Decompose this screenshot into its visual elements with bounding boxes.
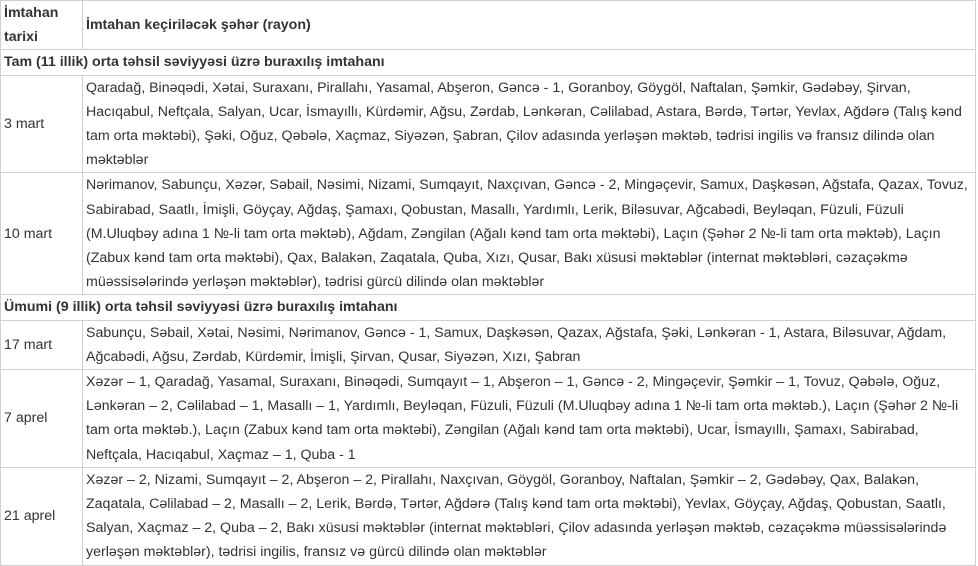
exam-date: 21 aprel <box>1 467 83 565</box>
section-row-general-secondary <box>1 295 976 320</box>
header-date: İmtahan tarixi <box>1 1 83 50</box>
header-city: İmtahan keçiriləcək şəhər (rayon) <box>83 1 976 50</box>
exam-cities: Nərimanov, Sabunçu, Xəzər, Səbail, Nəsimi, Nizami, Sumqayıt, Naxçıvan, Gəncə - 2, Mingəçevir, Samux, Daşkəsən, Ağstafa, Qazax, Tovuz, Sabirabad, Saatlı, İmişli, Göyçay, Ağdaş, Şamaxı, Qobustan, Masallı, Yardımlı, Lerik, Biləsuvar, Ağcabədi, Beyləqan, Füzuli, Füzuli (M.Uluqbəy adına 1 №-li tam orta məktəb), Ağdam, Zəngilan (Ağalı kənd tam orta məktəbi), Laçın (Şəhər 2 №-li tam orta məktəb), Laçın (Zabux kənd tam orta məktəbi), Qax, Balakən, Zaqatala, Quba, Xızı, Qusar, Bakı xüsusi məktəblər (internat məktəbləri, cəzaçəkmə müəssisələrində yerləşən məktəblər), tədrisi gürcü dilində olan məktəblər <box>83 173 976 295</box>
section-title: Tam (11 illik) orta təhsil səviyyəsi üzrə buraxılış imtahanı <box>1 50 976 75</box>
table-row <box>1 173 976 295</box>
exam-cities: Xəzər – 1, Qaradağ, Yasamal, Suraxanı, Binəqədi, Sumqayıt – 1, Abşeron – 1, Gəncə - 2, Mingəçevir, Şəmkir – 1, Tovuz, Qəbələ, Oğuz, Lənkəran – 2, Cəlilabad – 1, Masallı – 1, Yardımlı, Beyləqan, Füzuli, Füzuli (M.Uluqbəy adına 1 №-li tam orta məktəb.), Laçın (Şəhər 2 №-li tam orta məktəb.), Laçın (Zabux kənd tam orta məktəbi), Zəngilan (Ağalı kənd tam orta məktəbi), Ucar, İsmayıllı, Şamaxı, Sabirabad, Neftçala, Hacıqabul, Xaçmaz – 1, Quba - 1 <box>83 370 976 468</box>
exam-cities: Sabunçu, Səbail, Xətai, Nəsimi, Nərimanov, Gəncə - 1, Samux, Daşkəsən, Qazax, Ağstafa, Şəki, Lənkəran - 1, Astara, Biləsuvar, Ağdam, Ağcabədi, Ağsu, Zərdab, Kürdəmir, İmişli, Şirvan, Qusar, Siyəzən, Xızı, Şabran <box>83 320 976 369</box>
section-title: Ümumi (9 illik) orta təhsil səviyyəsi üzrə buraxılış imtahanı <box>1 295 976 320</box>
table-row <box>1 75 976 173</box>
table-row <box>1 320 976 369</box>
exam-cities: Xəzər – 2, Nizami, Sumqayıt – 2, Abşeron – 2, Pirallahı, Naxçıvan, Göygöl, Goranboy, Naftalan, Şəmkir – 2, Gədəbəy, Qax, Balakən, Zaqatala, Cəlilabad – 2, Masallı – 2, Lerik, Bərdə, Tərtər, Ağdərə (Talış kənd tam orta məktəbi), Yevlax, Göyçay, Ağdaş, Qobustan, Saatlı, Salyan, Xaçmaz – 2, Quba – 2, Bakı xüsusi məktəblər (internat məktəbləri, Çilov adasında yerləşən məktəb, cəzaçəkmə müəssisələrində yerləşən məktəblər), tədrisi ingilis, fransız və gürcü dilində olan məktəblər <box>83 467 976 565</box>
exam-date: 3 mart <box>1 75 83 173</box>
exam-cities: Qaradağ, Binəqədi, Xətai, Suraxanı, Pirallahı, Yasamal, Abşeron, Gəncə - 1, Goranboy, Göygöl, Naftalan, Şəmkir, Gədəbəy, Şirvan, Hacıqabul, Neftçala, Salyan, Ucar, İsmayıllı, Kürdəmir, Ağsu, Zərdab, Lənkəran, Cəlilabad, Astara, Bərdə, Tərtər, Yevlax, Ağdərə (Talış kənd tam orta məktəbi), Şəki, Oğuz, Qəbələ, Xaçmaz, Siyəzən, Şabran, Çilov adasında yerləşən məktəb, tədrisi ingilis və fransız dilində olan məktəblər <box>83 75 976 173</box>
table-row <box>1 370 976 468</box>
table-header-row <box>1 1 976 50</box>
section-row-full-secondary <box>1 50 976 75</box>
table-row <box>1 467 976 565</box>
exam-date: 17 mart <box>1 320 83 369</box>
exam-date: 10 mart <box>1 173 83 295</box>
exam-date: 7 aprel <box>1 370 83 468</box>
